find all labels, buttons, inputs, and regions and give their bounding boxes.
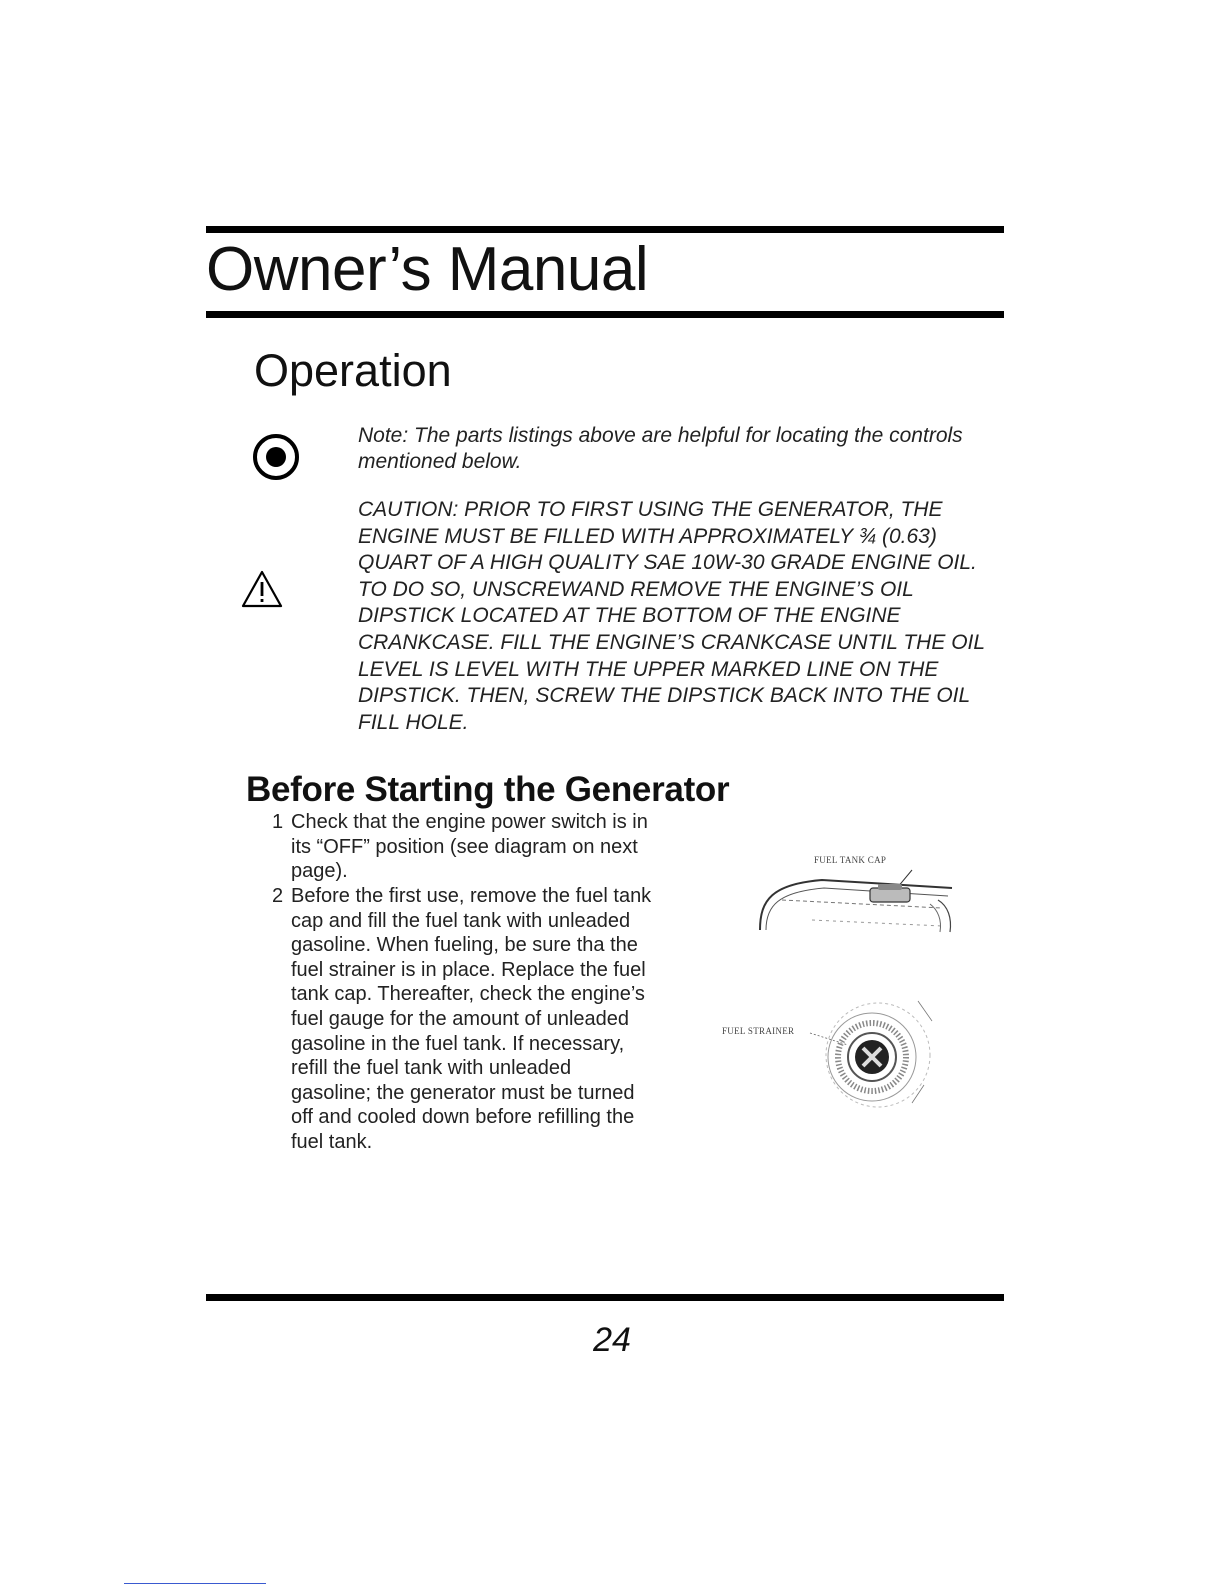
fuel-strainer-illustration <box>800 995 940 1110</box>
fuel-tank-cap-label: FUEL TANK CAP <box>814 855 887 865</box>
fuel-strainer-label: FUEL STRAINER <box>722 1026 795 1036</box>
page-number: 24 <box>593 1321 631 1359</box>
header-bottom-rule <box>206 311 1004 318</box>
step-number: 2 <box>272 885 284 907</box>
before-starting-title: Before Starting the Generator <box>246 770 730 809</box>
step-item <box>272 810 652 884</box>
note-text: Note: The parts listings above are helpful for locating the controls mentioned below. <box>358 424 963 473</box>
step-text: Check that the engine power switch is in its “OFF” position (see diagram on next page). <box>291 811 648 883</box>
note-target-icon <box>251 432 301 482</box>
warning-triangle-icon <box>241 570 283 608</box>
caution-text: CAUTION: PRIOR TO FIRST USING THE GENERATOR, THE ENGINE MUST BE FILLED WITH APPROXIMATELY ¾ (0.63) QUART OF A HIGH QUALITY SAE 10W-30 GRADE ENGINE OIL. TO DO SO, UNSCREWAND REMOVE THE ENGINE’S OIL DIPSTICK LOCATED AT THE BOTTOM OF THE ENGINE CRANKCASE. FILL THE ENGINE’S CRANKCASE UNTIL THE OIL LEVEL IS LEVEL WITH THE UPPER MARKED LINE ON THE DIPSTICK. THEN, SCREW THE DIPSTICK BACK INTO THE OIL FILL HOLE. <box>358 498 985 734</box>
step-item <box>272 884 652 1155</box>
fuel-tank-illustration <box>752 860 962 940</box>
step-text: Before the first use, remove the fuel tank cap and fill the fuel tank with unleaded gasoline. When fueling, be sure tha the fuel strainer is in place. Replace the fuel tank cap. Thereafter, check the engine’s fuel gauge for the amount of unleaded gasoline in the fuel tank. If necessary, refill the fuel tank with unleaded gasoline; the generator must be turned off and cooled down before refilling the fuel tank. <box>291 885 652 1153</box>
section-title: Operation <box>254 345 452 396</box>
step-number: 1 <box>272 811 284 833</box>
footer-rule <box>206 1294 1004 1301</box>
document-title: Owner’s Manual <box>206 235 649 304</box>
